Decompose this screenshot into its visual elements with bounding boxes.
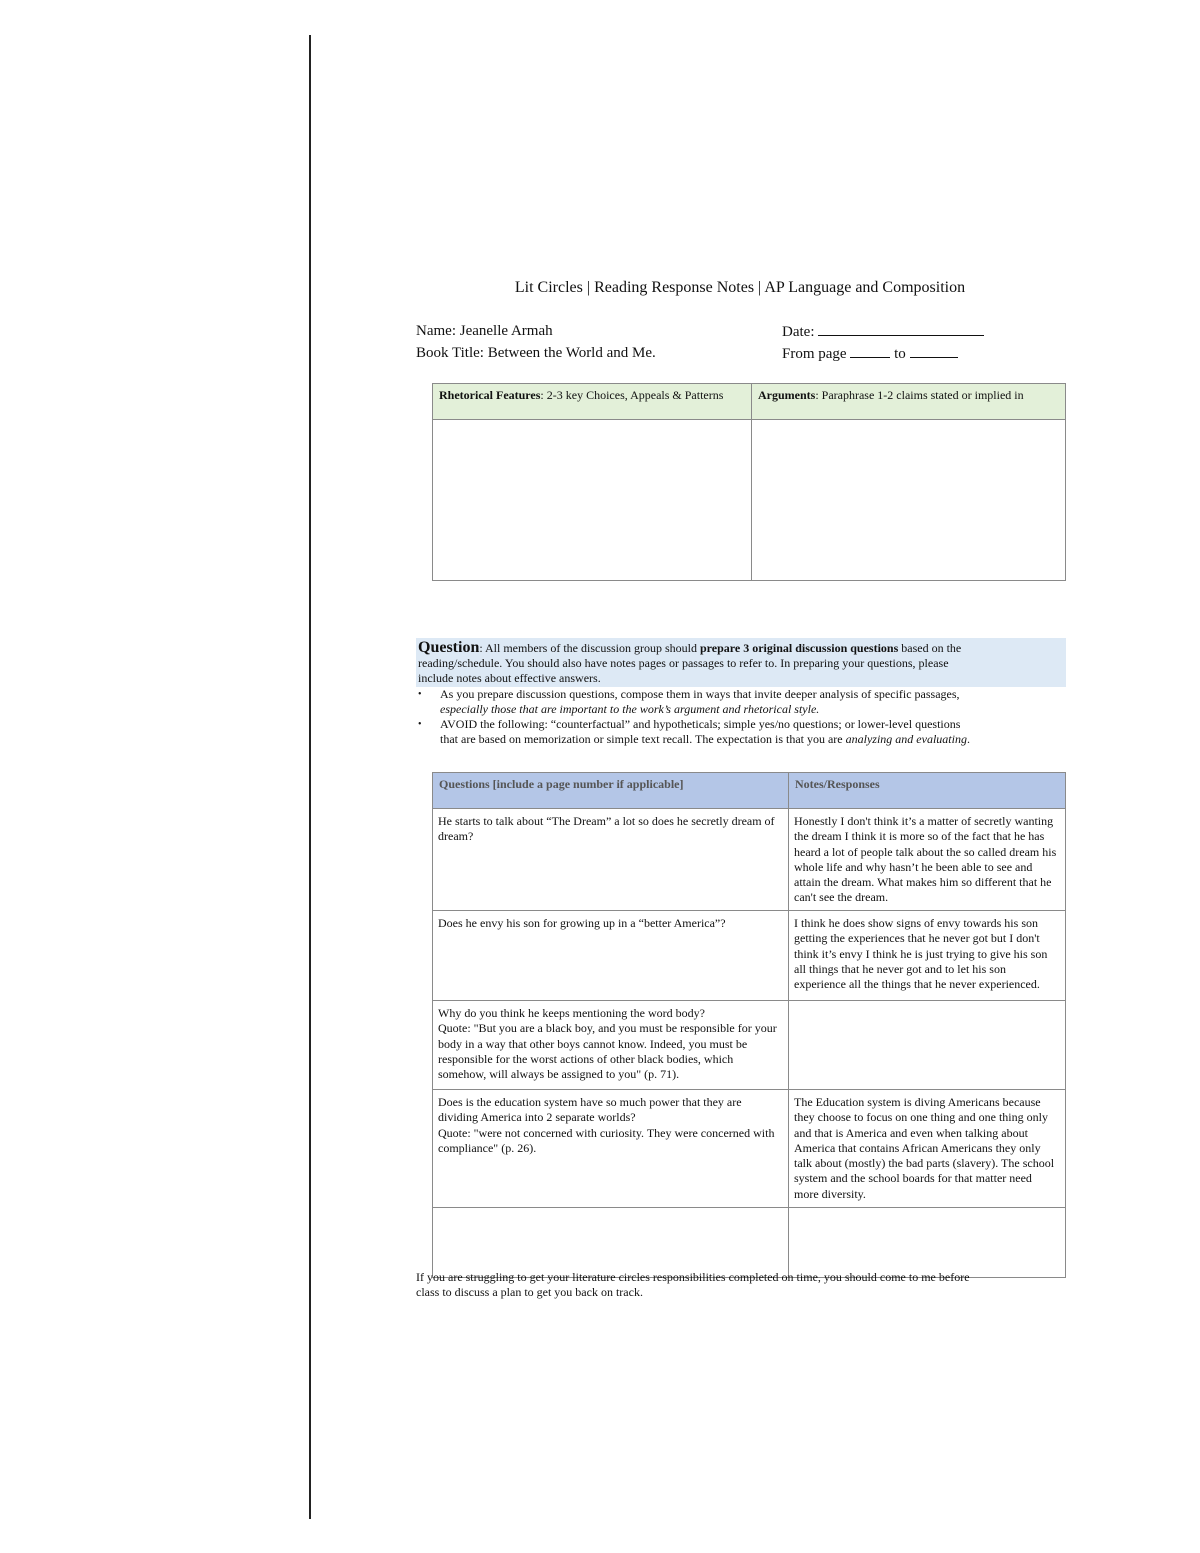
footer-note (416, 1270, 1066, 1300)
questions-header: Questions [include a page number if applicable] (433, 773, 789, 809)
page-range-line (782, 342, 958, 365)
question-instructions (416, 638, 1066, 747)
table-row (433, 1208, 1066, 1278)
question-text: He starts to talk about “The Dream” a lot so does he secretly dream of dream? (438, 814, 775, 844)
book-title-value[interactable]: Between the World and Me. (487, 345, 656, 361)
bullet2-line1: AVOID the following: “counterfactual” and hypotheticals; simple yes/no questions; or lower-level questions (440, 717, 961, 731)
question-intro-line2: reading/schedule. You should also have notes pages or passages to refer to. In preparing your questions, please (418, 656, 949, 670)
question-text: Does is the education system have so much power that they are dividing America into 2 separate worlds? Quote: "were not concerned with curiosity. They were concerned with compliance" (p. 26). (438, 1095, 775, 1155)
question-intro-bold: prepare 3 original discussion questions (700, 641, 899, 655)
response-cell[interactable] (789, 1001, 1066, 1090)
response-cell[interactable] (789, 1208, 1066, 1278)
rhetorical-arguments-table (432, 383, 1066, 581)
bullet-dot-icon: • (418, 719, 422, 730)
bullet2-line2: that are based on memorization or simple text recall. The expectation is that you are (440, 732, 846, 746)
question-cell[interactable] (433, 1208, 789, 1278)
table-row (433, 1001, 1066, 1090)
table-row (433, 1090, 1066, 1208)
date-line (782, 320, 984, 343)
response-cell[interactable] (789, 809, 1066, 911)
response-text: Honestly I don't think it’s a matter of secretly wanting the dream I think it is more so of the fact that he has heard a lot of people talk about the so called dream his whole life and why hasn’t he been able to see and attain the dream. What makes him so different that he can't see the dream. (794, 814, 1057, 905)
from-page-blank[interactable] (850, 342, 890, 358)
from-page-label: From page (782, 346, 847, 362)
to-page-blank[interactable] (910, 342, 958, 358)
rhetorical-features-cell[interactable] (433, 420, 752, 581)
student-info-block (416, 320, 1064, 364)
arguments-desc: : Paraphrase 1-2 claims stated or implied in (815, 388, 1024, 402)
question-cell[interactable] (433, 911, 789, 1001)
question-intro-b: based on the (898, 641, 962, 655)
date-blank[interactable] (818, 320, 984, 336)
bullet2-italic: analyzing and evaluating (845, 732, 967, 746)
rhetorical-features-desc: : 2-3 key Choices, Appeals & Patterns (540, 388, 724, 402)
arguments-cell[interactable] (752, 420, 1066, 581)
question-cell[interactable] (433, 1090, 789, 1208)
book-title-label: Book Title: (416, 345, 484, 361)
bullet2-end: . (966, 732, 970, 746)
rhetorical-features-label: Rhetorical Features (439, 388, 541, 402)
response-text: I think he does show signs of envy towards his son getting the experiences that he never got but I don't think it’s envy I think he is just trying to give his son all things that he never got and to let his son experience all the things that he never experienced. (794, 916, 1048, 992)
name-label: Name: (416, 323, 456, 339)
rhetorical-features-header (433, 384, 752, 420)
instruction-bullet-1 (416, 687, 1066, 717)
question-text: Does he envy his son for growing up in a “better America”? (438, 916, 726, 930)
document-title: Lit Circles | Reading Response Notes | AP Language and Composition (514, 279, 966, 296)
page-margin-line (309, 35, 311, 1519)
book-title-line (416, 342, 656, 364)
bullet1-line2: especially those that are important to the work’s argument and rhetorical style. (440, 702, 820, 716)
question-intro-line3: include notes about effective answers. (418, 671, 601, 685)
question-intro (416, 638, 1066, 687)
instruction-bullet-2 (416, 717, 1066, 747)
response-cell[interactable] (789, 1090, 1066, 1208)
notes-header: Notes/Responses (789, 773, 1066, 809)
footer-line2: class to discuss a plan to get you back on track. (416, 1285, 643, 1299)
question-text: Why do you think he keeps mentioning the word body? Quote: "But you are a black boy, and you must be responsible for your body in a way that other boys cannot know. Indeed, you must be responsible for the worst actions of other black bodies, which somehow, will always be assigned to you" (p. 71). (438, 1006, 777, 1082)
to-label: to (894, 346, 906, 362)
name-value[interactable]: Jeanelle Armah (459, 323, 553, 339)
arguments-label: Arguments (758, 388, 816, 402)
question-cell[interactable] (433, 809, 789, 911)
bullet-dot-icon: • (418, 689, 422, 700)
bullet1-line1: As you prepare discussion questions, compose them in ways that invite deeper analysis of specific passages, (440, 687, 960, 701)
footer-line1: If you are struggling to get your literature circles responsibilities completed on time, you should come to me before (416, 1270, 970, 1284)
question-intro-a: : All members of the discussion group should (479, 641, 700, 655)
table-row (433, 809, 1066, 911)
name-line (416, 320, 553, 342)
questions-table (432, 772, 1066, 1278)
table-row (433, 911, 1066, 1001)
response-cell[interactable] (789, 911, 1066, 1001)
question-heading: Question (418, 639, 480, 656)
question-cell[interactable] (433, 1001, 789, 1090)
date-label: Date: (782, 324, 815, 340)
arguments-header (752, 384, 1066, 420)
response-text: The Education system is diving Americans because they choose to focus on one thing and one thing only and that is America and even when talking about America that contains African Americans they only talk about (mostly) the bad parts (slavery). The school system and the school boards for that matter need more diversity. (794, 1095, 1055, 1201)
